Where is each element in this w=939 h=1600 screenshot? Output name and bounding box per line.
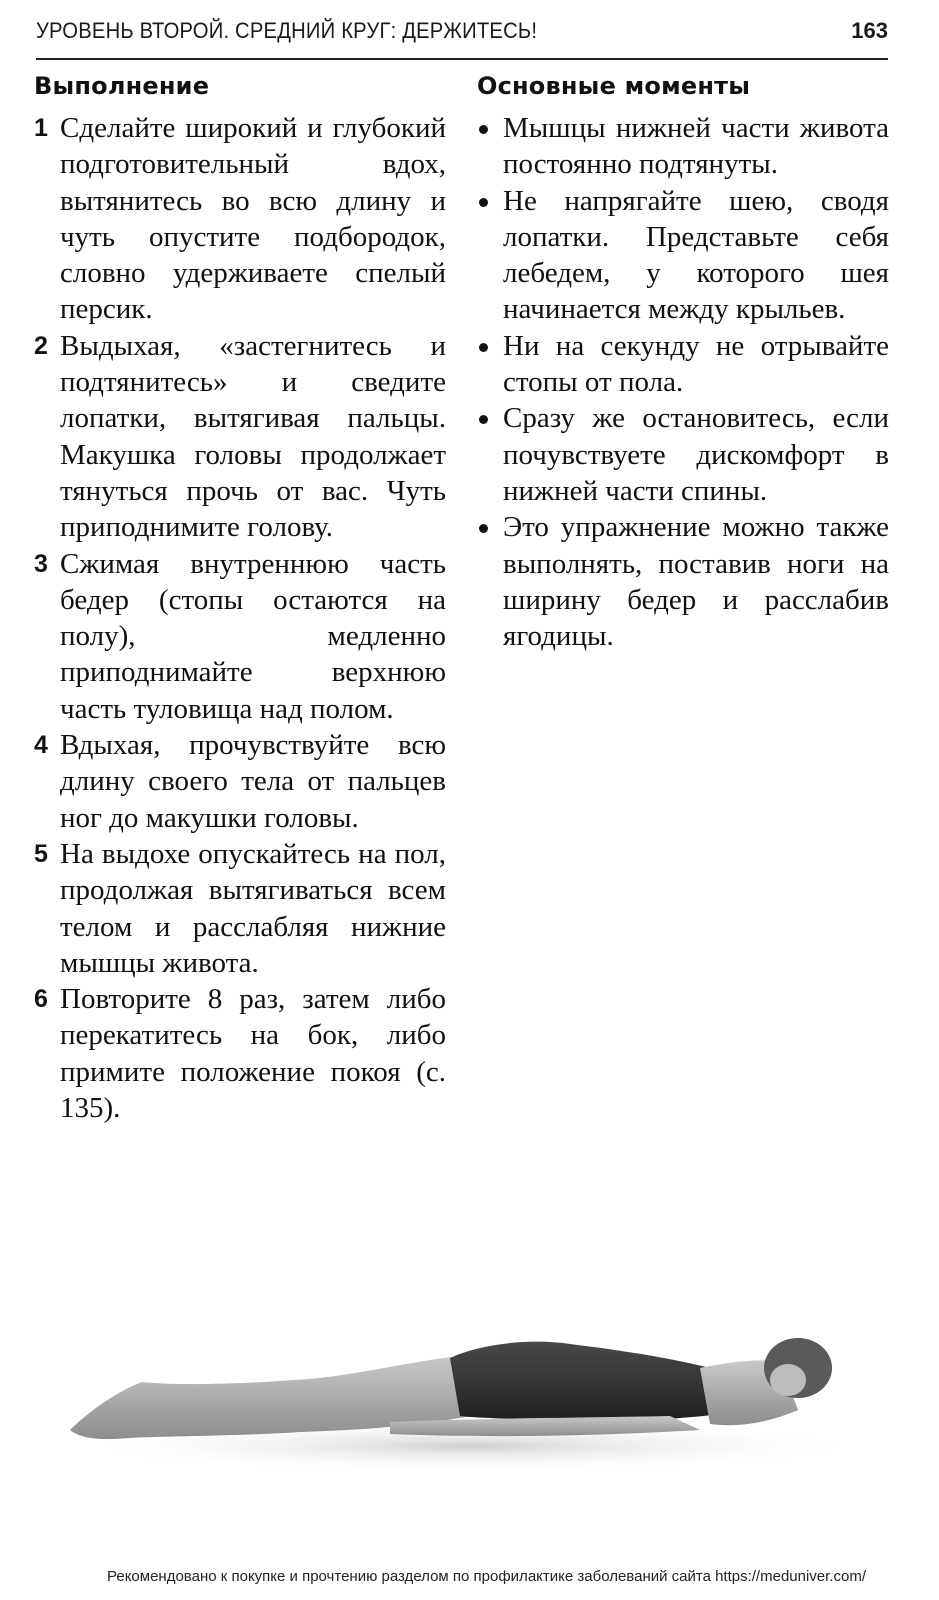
bullet-icon: [479, 125, 488, 134]
step-text: Вдыхая, прочувствуйте всю длину своего тела от пальцев ног до макушки головы.: [60, 729, 446, 834]
step-number: 3: [34, 549, 48, 578]
chapter-title: УРОВЕНЬ ВТОРОЙ. СРЕДНИЙ КРУГ: ДЕРЖИТЕСЬ!: [36, 18, 538, 43]
step-number: 1: [34, 114, 48, 142]
key-point-text: Это упражнение можно также выполнять, поставив ноги на ширину бедер и расслабив ягодицы.: [503, 511, 889, 653]
bullet-icon: [479, 198, 488, 207]
step-text: На выдохе опускайтесь на пол, продолжая вытягиваться всем телом и расслабляя нижние мышцы живота.: [60, 837, 446, 979]
step-item: [34, 836, 446, 981]
step-text: Сжимая внутреннюю часть бедер (стопы остаются на полу), медленно приподнимайте верхнюю часть туловища над полом.: [60, 547, 446, 725]
page-number: 163: [851, 18, 888, 43]
bullet-icon: [479, 524, 488, 533]
key-point-item: [477, 509, 889, 654]
key-point-item: [477, 183, 889, 328]
execution-heading: Выполнение: [34, 72, 210, 100]
step-number: 5: [34, 839, 48, 868]
key-points-column: [477, 68, 889, 654]
step-text: Повторите 8 раз, затем либо перекатитесь на бок, либо примите положение покоя (с. 135).: [60, 983, 446, 1125]
step-text: Сделайте широкий и глубокий подготовительный вдох, вытянитесь во всю длину и чуть опустите подбородок, словно удерживаете спелый персик.: [60, 112, 446, 326]
key-points-list: [477, 110, 889, 654]
face-figure: [770, 1364, 806, 1396]
running-header: [36, 14, 888, 60]
step-number: 2: [34, 331, 48, 360]
execution-steps: [34, 110, 446, 1126]
step-number: 4: [34, 731, 48, 760]
key-point-text: Сразу же остановитесь, если почувствуете дискомфорт в нижней части спины.: [503, 402, 889, 507]
key-points-heading: Основные моменты: [477, 72, 751, 100]
key-point-item: [477, 328, 889, 401]
key-point-item: [477, 400, 889, 509]
step-item: [34, 110, 446, 328]
bullet-icon: [479, 415, 488, 424]
step-text: Выдыхая, «застегнитесь и подтянитесь» и сведите лопатки, вытягивая пальцы. Макушка головы продолжает тянуться прочь от вас. Чуть приподнимите голову.: [60, 329, 446, 544]
step-item: [34, 546, 446, 727]
key-point-item: [477, 110, 889, 183]
key-point-text: Ни на секунду не отрывайте стопы от пола.: [503, 329, 889, 399]
exercise-illustration: [60, 1318, 860, 1478]
step-item: [34, 981, 446, 1126]
step-item: [34, 727, 446, 836]
swimsuit-figure: [450, 1342, 720, 1421]
execution-column: [34, 68, 446, 1126]
key-point-text: Не напрягайте шею, сводя лопатки. Представьте себя лебедем, у которого шея начинается между крыльев.: [503, 184, 889, 326]
step-number: 6: [34, 985, 48, 1014]
step-item: [34, 328, 446, 546]
bullet-icon: [479, 343, 488, 352]
footer-credit: Рекомендовано к покупке и прочтению разделом по профилактике заболеваний сайта https://meduniver.com/: [107, 1568, 866, 1585]
key-point-text: Мышцы нижней части живота постоянно подтянуты.: [503, 112, 889, 181]
